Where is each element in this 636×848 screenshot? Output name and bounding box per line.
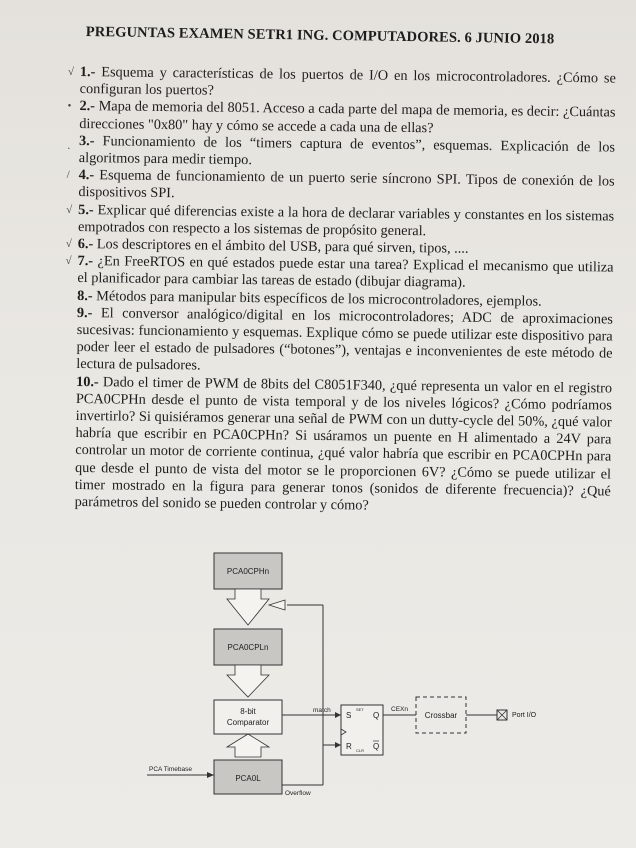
match-label: match bbox=[313, 707, 331, 714]
pca0cphn-label: PCA0CPHn bbox=[226, 567, 270, 576]
load-arrow-1 bbox=[227, 589, 269, 625]
crossbar-label: Crossbar bbox=[424, 711, 458, 720]
check-mark-icon: √ bbox=[66, 203, 73, 216]
question-5: √ 5.- Explicar qué diferencias existe a la hora de declarar variables y constantes en los sistemas empotrados con respecto a los sistemas de propósito general. bbox=[66, 201, 615, 240]
check-mark-icon: √ bbox=[65, 255, 72, 268]
flipflop-set: SET bbox=[356, 707, 364, 712]
question-1: √ 1.- Esquema y características de los puertos de I/O en los microcontroladores. ¿Cómo se configuran los puertos? bbox=[67, 64, 616, 99]
comparator-label-2: Comparator bbox=[226, 718, 270, 727]
comparator-block bbox=[214, 700, 282, 734]
question-2: • 2.- Mapa de memoria del 8051. Acceso a cada parte del mapa de memoria, es decir: ¿Cuántas direcciones "0x80" hay y cómo se accede a cada una de ellas? bbox=[67, 98, 616, 136]
compare-arrow bbox=[227, 734, 269, 757]
load-arrow-2 bbox=[227, 665, 269, 697]
pca0l-label: PCA0L bbox=[235, 774, 261, 783]
flipflop-qbar: Q bbox=[373, 742, 380, 751]
question-10: 10.- Dado el timer de PWM de 8bits del C8051F340, ¿qué representa un valor en el registro PCA0CPHn desde el punto de vista temporal y de los niveles lógicos? ¿Cómo podríamos invertirlo? Si quisiéramos generar una señal de PWM con un dutty-cycle del 50%, ¿qué valor habría que escribir en PCA0CPHn? Si usáramos un puente en H alimentado a 24V para controlar un motor de corriente continua, ¿qué valor habría que escribir en PCA0CPHn para que desde el punto de vista del motor se le proporcionen 6V? ¿Cómo se puede utilizar el timer mostrado en la figura para generar tonos (sonidos de diferente frecuencia)? ¿Qué parámetros del sonido se pueden controlar y cómo? bbox=[74, 373, 613, 514]
flipflop-q: Q bbox=[373, 711, 380, 720]
overflow-label: Overflow bbox=[285, 790, 311, 797]
comparator-label-1: 8-bit bbox=[240, 707, 256, 716]
question-list bbox=[65, 64, 616, 518]
question-7: √ 7.- ¿En FreeRTOS en qué estados puede estar una tarea? Explicad el mecanismo que utiliza el planificador para cambiar las tareas de estado (dibujar diagrama). bbox=[65, 253, 614, 292]
question-8: 8.- Métodos para manipular bits específicos de los microcontroladores, ejemplos. bbox=[77, 287, 542, 310]
flipflop-clr: CLR bbox=[356, 748, 365, 753]
flipflop-s: S bbox=[346, 711, 352, 720]
timebase-label: PCA Timebase bbox=[149, 766, 192, 773]
check-mark-icon: · bbox=[66, 142, 71, 155]
flipflop-r: R bbox=[346, 742, 352, 751]
pca-block-diagram bbox=[135, 545, 575, 805]
pca0cpln-label: PCA0CPLn bbox=[227, 643, 269, 652]
check-mark-icon: • bbox=[67, 100, 72, 113]
exam-title: PREGUNTAS EXAMEN SETR1 ING. COMPUTADORES. 6 JUNIO 2018 bbox=[85, 24, 555, 48]
pca-pwm-diagram bbox=[135, 545, 575, 805]
port-label: Port I/O bbox=[512, 712, 537, 719]
question-3: · 3.- Funcionamiento de los “timers captura de eventos”, esquemas. Explicación de los algoritmos para medir tiempo. bbox=[66, 132, 616, 169]
check-mark-icon: √ bbox=[67, 65, 75, 78]
question-6: √ 6.- Los descriptores en el ámbito del USB, para qué sirven, tipos, .... bbox=[65, 236, 469, 257]
check-mark-icon: √ bbox=[65, 237, 72, 250]
question-9: 9.- El conversor analógico/digital en los microcontroladores; ADC de aproximaciones sucesivas: funcionamiento y esquemas. Explique cómo se puede utilizar este dispositivo para poder leer el estado de pulsadores (“botones”), ventajas e inconvenientes de este método de lectura de pulsadores. bbox=[76, 304, 614, 374]
check-mark-icon: / bbox=[66, 169, 70, 182]
question-4: / 4.- Esquema de funcionamiento de un puerto serie síncrono SPI. Tipos de conexión de los dispositivos SPI. bbox=[66, 167, 615, 202]
feedback-arrow-head bbox=[269, 600, 285, 610]
cexn-label: CEXn bbox=[391, 706, 408, 713]
